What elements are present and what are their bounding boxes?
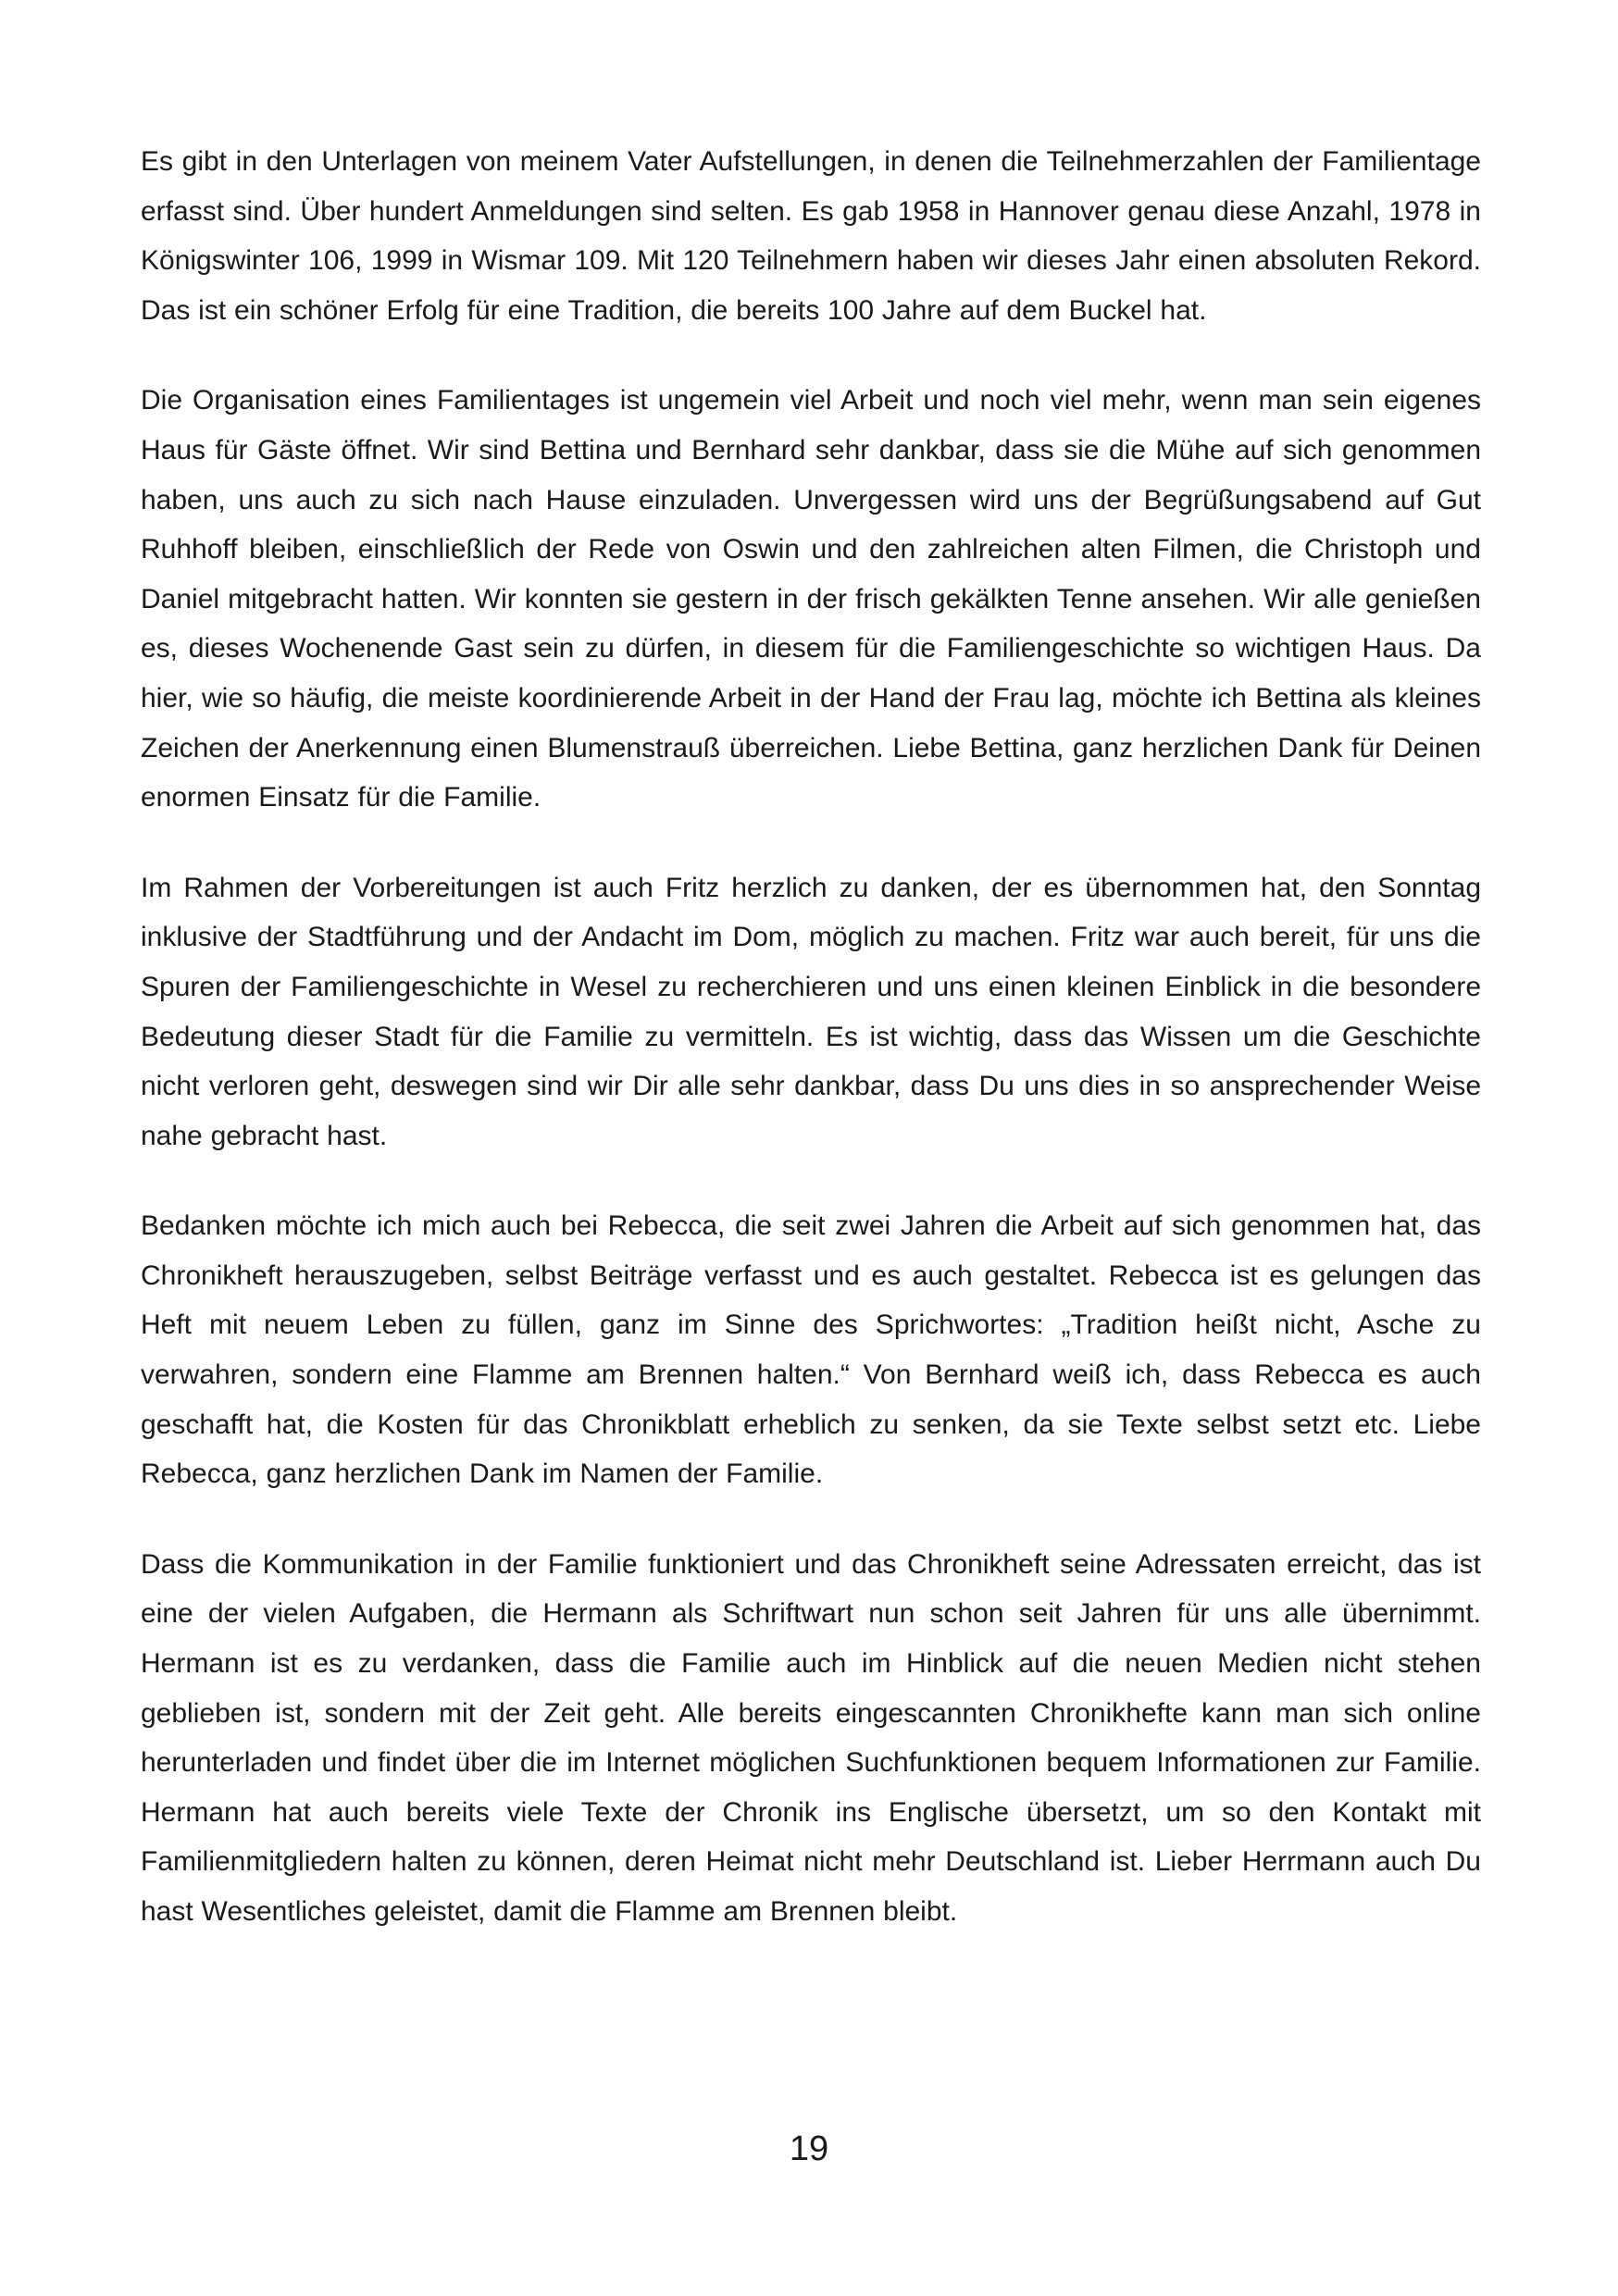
paragraph-thanks-rebecca: Bedanken möchte ich mich auch bei Rebecca, die seit zwei Jahren die Arbeit auf sich genommen hat, das Chronikheft herauszugeben, selbst Beiträge verfasst und es auch gestaltet. Rebecca ist es gelungen das Heft mit neuem Leben zu füllen, ganz im Sinne des Sprichwortes: „Tradition heißt nicht, Asche zu verwahren, sondern eine Flamme am Brennen halten.“ Von Bernhard weiß ich, dass Rebecca es auch geschafft hat, die Kosten für das Chronikblatt erheblich zu senken, da sie Texte selbst setzt etc. Liebe Rebecca, ganz herzlichen Dank im Namen der Familie. bbox=[141, 1210, 1481, 1490]
page-number: 19 bbox=[789, 2129, 829, 2168]
body-text bbox=[141, 137, 1481, 1978]
paragraph-thanks-bettina-bernhard: Die Organisation eines Familientages ist ungemein viel Arbeit und noch viel mehr, wenn man sein eigenes Haus für Gäste öffnet. Wir sind Bettina und Bernhard sehr dankbar, dass sie die Mühe auf sich genommen haben, uns auch zu sich nach Hause einzuladen. Unvergessen wird uns der Begrüßungsabend auf Gut Ruhhoff bleiben, einschließlich der Rede von Oswin und den zahlreichen alten Filmen, die Christoph und Daniel mitgebracht hatten. Wir konnten sie gestern in der frisch gekälkten Tenne ansehen. Wir alle genießen es, dieses Wochenende Gast sein zu dürfen, in diesem für die Familiengeschichte so wichtigen Haus. Da hier, wie so häufig, die meiste koordinierende Arbeit in der Hand der Frau lag, möchte ich Bettina als kleines Zeichen der Anerkennung einen Blumenstrauß überreichen. Liebe Bettina, ganz herzlichen Dank für Deinen enormen Einsatz für die Familie. bbox=[141, 385, 1481, 813]
paragraph-attendance-record: Es gibt in den Unterlagen von meinem Vater Aufstellungen, in denen die Teilnehmerzahlen der Familientage erfasst sind. Über hundert Anmeldungen sind selten. Es gab 1958 in Hannover genau diese Anzahl, 1978 in Königswinter 106, 1999 in Wismar 109. Mit 120 Teilnehmern haben wir dieses Jahr einen absoluten Rekord. Das ist ein schöner Erfolg für eine Tradition, die bereits 100 Jahre auf dem Buckel hat. bbox=[141, 146, 1481, 326]
paragraph-thanks-fritz: Im Rahmen der Vorbereitungen ist auch Fritz herzlich zu danken, der es übernommen hat, den Sonntag inklusive der Stadtführung und der Andacht im Dom, möglich zu machen. Fritz war auch bereit, für uns die Spuren der Familiengeschichte in Wesel zu recherchieren und uns einen kleinen Einblick in die besondere Bedeutung dieser Stadt für die Familie zu vermitteln. Es ist wichtig, dass das Wissen um die Geschichte nicht verloren geht, deswegen sind wir Dir alle sehr dankbar, dass Du uns dies in so ansprechender Weise nahe gebracht hast. bbox=[141, 872, 1481, 1151]
paragraph-thanks-hermann: Dass die Kommunikation in der Familie funktioniert und das Chronikheft seine Adressaten erreicht, das ist eine der vielen Aufgaben, die Hermann als Schriftwart nun schon seit Jahren für uns alle übernimmt. Hermann ist es zu verdanken, dass die Familie auch im Hinblick auf die neuen Medien nicht stehen geblieben ist, sondern mit der Zeit geht. Alle bereits eingescannten Chronikhefte kann man sich online herunterladen und findet über die im Internet möglichen Suchfunktionen bequem Informationen zur Familie. Hermann hat auch bereits viele Texte der Chronik ins Englische übersetzt, um so den Kontakt mit Familienmitgliedern halten zu können, deren Heimat nicht mehr Deutschland ist. Lieber Herrmann auch Du hast Wesentliches geleistet, damit die Flamme am Brennen bleibt. bbox=[141, 1548, 1481, 1927]
